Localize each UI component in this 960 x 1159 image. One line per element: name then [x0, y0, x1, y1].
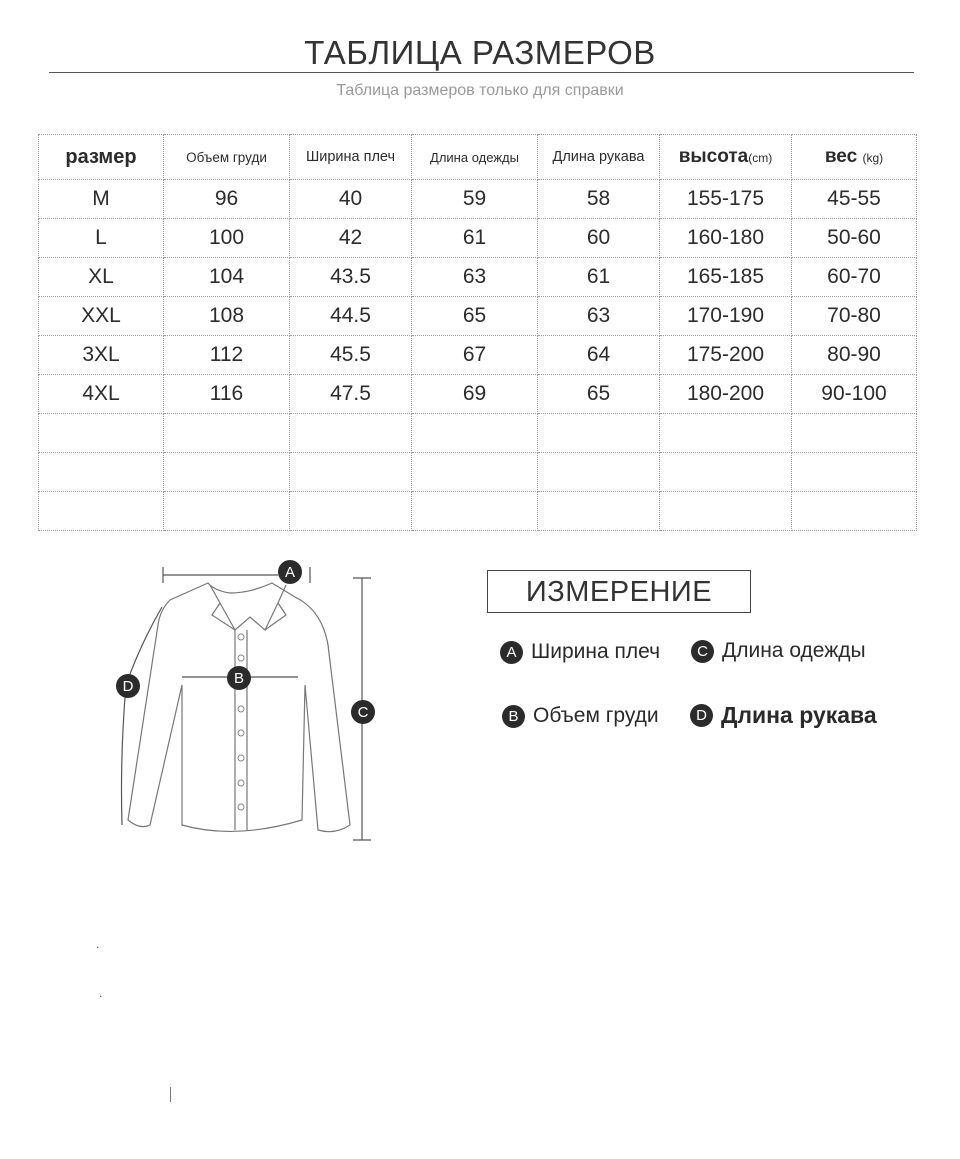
table-cell: XXL: [39, 297, 164, 336]
table-cell: 170-190: [660, 297, 792, 336]
marker-d-icon: [116, 674, 140, 698]
header-sleeve: Длина рукава: [538, 135, 660, 180]
empty-cell: [39, 414, 164, 453]
empty-cell: [164, 492, 290, 531]
table-cell: 50-60: [792, 219, 917, 258]
table-cell: 40: [290, 180, 412, 219]
table-row: [39, 375, 917, 414]
table-row: [39, 219, 917, 258]
table-cell: 69: [412, 375, 538, 414]
table-cell: 96: [164, 180, 290, 219]
header-chest: Объем груди: [164, 135, 290, 180]
page-title: ТАБЛИЦА РАЗМЕРОВ: [304, 34, 656, 71]
table-cell: 44.5: [290, 297, 412, 336]
empty-cell: [660, 492, 792, 531]
empty-row: [39, 492, 917, 531]
empty-cell: [660, 414, 792, 453]
empty-cell: [290, 414, 412, 453]
decor-bar: [170, 1087, 171, 1102]
table-cell: 60-70: [792, 258, 917, 297]
table-cell: 112: [164, 336, 290, 375]
decor-dot: .: [99, 986, 103, 1000]
letter-a-icon: A: [500, 641, 523, 664]
table-cell: 180-200: [660, 375, 792, 414]
table-cell: 63: [538, 297, 660, 336]
table-cell: 90-100: [792, 375, 917, 414]
empty-cell: [538, 453, 660, 492]
table-cell: 160-180: [660, 219, 792, 258]
svg-text:D: D: [122, 678, 134, 695]
empty-cell: [792, 414, 917, 453]
table-cell: 3XL: [39, 336, 164, 375]
size-rows: [39, 180, 917, 531]
table-cell: 80-90: [792, 336, 917, 375]
table-cell: M: [39, 180, 164, 219]
empty-cell: [39, 492, 164, 531]
table-cell: 61: [538, 258, 660, 297]
empty-row: [39, 414, 917, 453]
marker-a-icon: [278, 560, 302, 584]
empty-cell: [538, 414, 660, 453]
table-cell: L: [39, 219, 164, 258]
table-cell: 104: [164, 258, 290, 297]
table-cell: 116: [164, 375, 290, 414]
table-row: [39, 336, 917, 375]
letter-d-icon: D: [690, 704, 713, 727]
empty-cell: [412, 453, 538, 492]
legend-label: Длина рукава: [721, 702, 877, 728]
empty-cell: [412, 414, 538, 453]
table-cell: 165-185: [660, 258, 792, 297]
svg-text:C: C: [357, 704, 369, 721]
table-cell: 67: [412, 336, 538, 375]
letter-c-icon: C: [691, 640, 714, 663]
header-weight: вес (kg): [792, 135, 917, 180]
empty-cell: [164, 414, 290, 453]
empty-cell: [792, 492, 917, 531]
legend-label: Длина одежды: [722, 639, 866, 662]
legend-chest: [502, 704, 659, 728]
table-row: [39, 258, 917, 297]
table-cell: 42: [290, 219, 412, 258]
empty-cell: [792, 453, 917, 492]
empty-cell: [538, 492, 660, 531]
table-row: [39, 180, 917, 219]
page-subtitle: Таблица размеров только для справки: [336, 82, 624, 99]
empty-cell: [412, 492, 538, 531]
table-cell: 64: [538, 336, 660, 375]
table-cell: 45-55: [792, 180, 917, 219]
table-row: [39, 297, 917, 336]
table-cell: 70-80: [792, 297, 917, 336]
table-cell: 47.5: [290, 375, 412, 414]
empty-cell: [660, 453, 792, 492]
legend-length: [691, 639, 866, 663]
table-cell: 63: [412, 258, 538, 297]
table-header-row: [39, 135, 917, 180]
legend-label: Ширина плеч: [531, 640, 661, 663]
table-cell: 60: [538, 219, 660, 258]
svg-text:B: B: [233, 670, 245, 687]
table-cell: 45.5: [290, 336, 412, 375]
svg-text:A: A: [284, 564, 296, 581]
empty-cell: [290, 492, 412, 531]
empty-cell: [164, 453, 290, 492]
marker-c-icon: [351, 700, 375, 724]
legend-label: Объем груди: [533, 704, 659, 727]
table-cell: 155-175: [660, 180, 792, 219]
header-height: высота(cm): [660, 135, 792, 180]
letter-b-icon: B: [502, 705, 525, 728]
table-cell: 43.5: [290, 258, 412, 297]
empty-row: [39, 453, 917, 492]
header-size: размер: [39, 135, 164, 180]
marker-b-icon: [227, 666, 251, 690]
measurement-title: ИЗМЕРЕНИЕ: [487, 570, 751, 613]
title-divider: [49, 72, 914, 73]
legend-sleeve: [690, 702, 877, 729]
decor-dot: .: [96, 937, 100, 951]
table-cell: 65: [538, 375, 660, 414]
table-cell: 65: [412, 297, 538, 336]
table-cell: 59: [412, 180, 538, 219]
table-cell: 58: [538, 180, 660, 219]
empty-cell: [39, 453, 164, 492]
table-cell: 175-200: [660, 336, 792, 375]
shirt-diagram: [100, 555, 400, 855]
table-cell: 4XL: [39, 375, 164, 414]
legend-shoulder: [500, 640, 660, 664]
table-cell: 61: [412, 219, 538, 258]
header-shoulder: Ширина плеч: [290, 135, 412, 180]
size-table: [38, 134, 917, 531]
table-cell: XL: [39, 258, 164, 297]
table-cell: 108: [164, 297, 290, 336]
header-length: Длина одежды: [412, 135, 538, 180]
empty-cell: [290, 453, 412, 492]
table-cell: 100: [164, 219, 290, 258]
